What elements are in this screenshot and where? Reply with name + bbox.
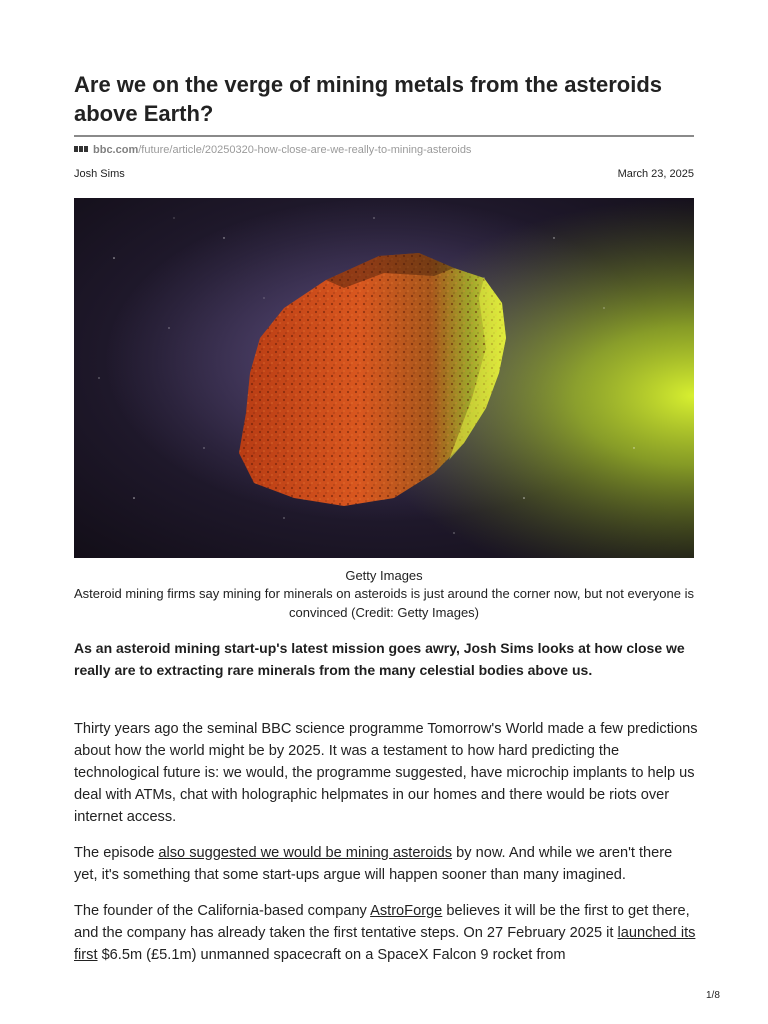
page-number: 1/8 <box>706 990 720 1001</box>
image-credit: Getty Images <box>345 568 423 583</box>
article-title: Are we on the verge of mining metals from the asteroids above Earth? <box>74 72 663 126</box>
publish-date: March 23, 2025 <box>617 168 694 180</box>
paragraph-text: The founder of the California-based company <box>74 903 371 919</box>
asteroid-photo <box>74 198 694 558</box>
paragraph-text: by now. And while we aren't there yet, it's something that some start-ups argue will happen sooner than many imagined. <box>74 845 673 883</box>
body-paragraph <box>74 900 699 966</box>
launched-its-first-link[interactable]: launched its first <box>74 925 696 963</box>
astroforge-link[interactable]: AstroForge <box>370 903 443 919</box>
body-paragraph <box>74 842 699 886</box>
paragraph-text: believes it will be the first to get there, and the company has already taken the first tentative steps. On 27 February 2025 it <box>74 903 690 941</box>
mining-asteroids-link[interactable]: also suggested we would be mining asteroids <box>158 845 453 861</box>
source-domain: bbc.com <box>93 144 139 156</box>
article-standfirst: As an asteroid mining start-up's latest mission goes awry, Josh Sims looks at how close we really are to extracting rare minerals from the many celestial bodies above us. <box>74 640 685 678</box>
paragraph-text: $6.5m (£5.1m) unmanned spacecraft on a SpaceX Falcon 9 rocket from <box>97 947 566 963</box>
author-name: Josh Sims <box>74 168 125 180</box>
title-divider <box>74 135 694 137</box>
image-caption: Asteroid mining firms say mining for minerals on asteroids is just around the corner now, but not everyone is convinced (Credit: Getty Images) <box>74 586 694 620</box>
body-paragraph: Thirty years ago the seminal BBC science programme Tomorrow's World made a few predictions about how the world might be by 2025. It was a testament to how hard predicting the technological future is: we would, the programme suggested, have microchip implants to help us deal with ATMs, chat with holographic helpmates in our homes and there would be riots over internet access. <box>74 721 698 825</box>
asteroid-image-graphic <box>74 198 694 558</box>
source-path: /future/article/20250320-how-close-are-we-really-to-mining-asteroids <box>138 144 472 156</box>
bbc-favicon-icon <box>74 146 88 152</box>
paragraph-text: The episode <box>74 845 159 861</box>
source-url[interactable] <box>74 143 694 157</box>
